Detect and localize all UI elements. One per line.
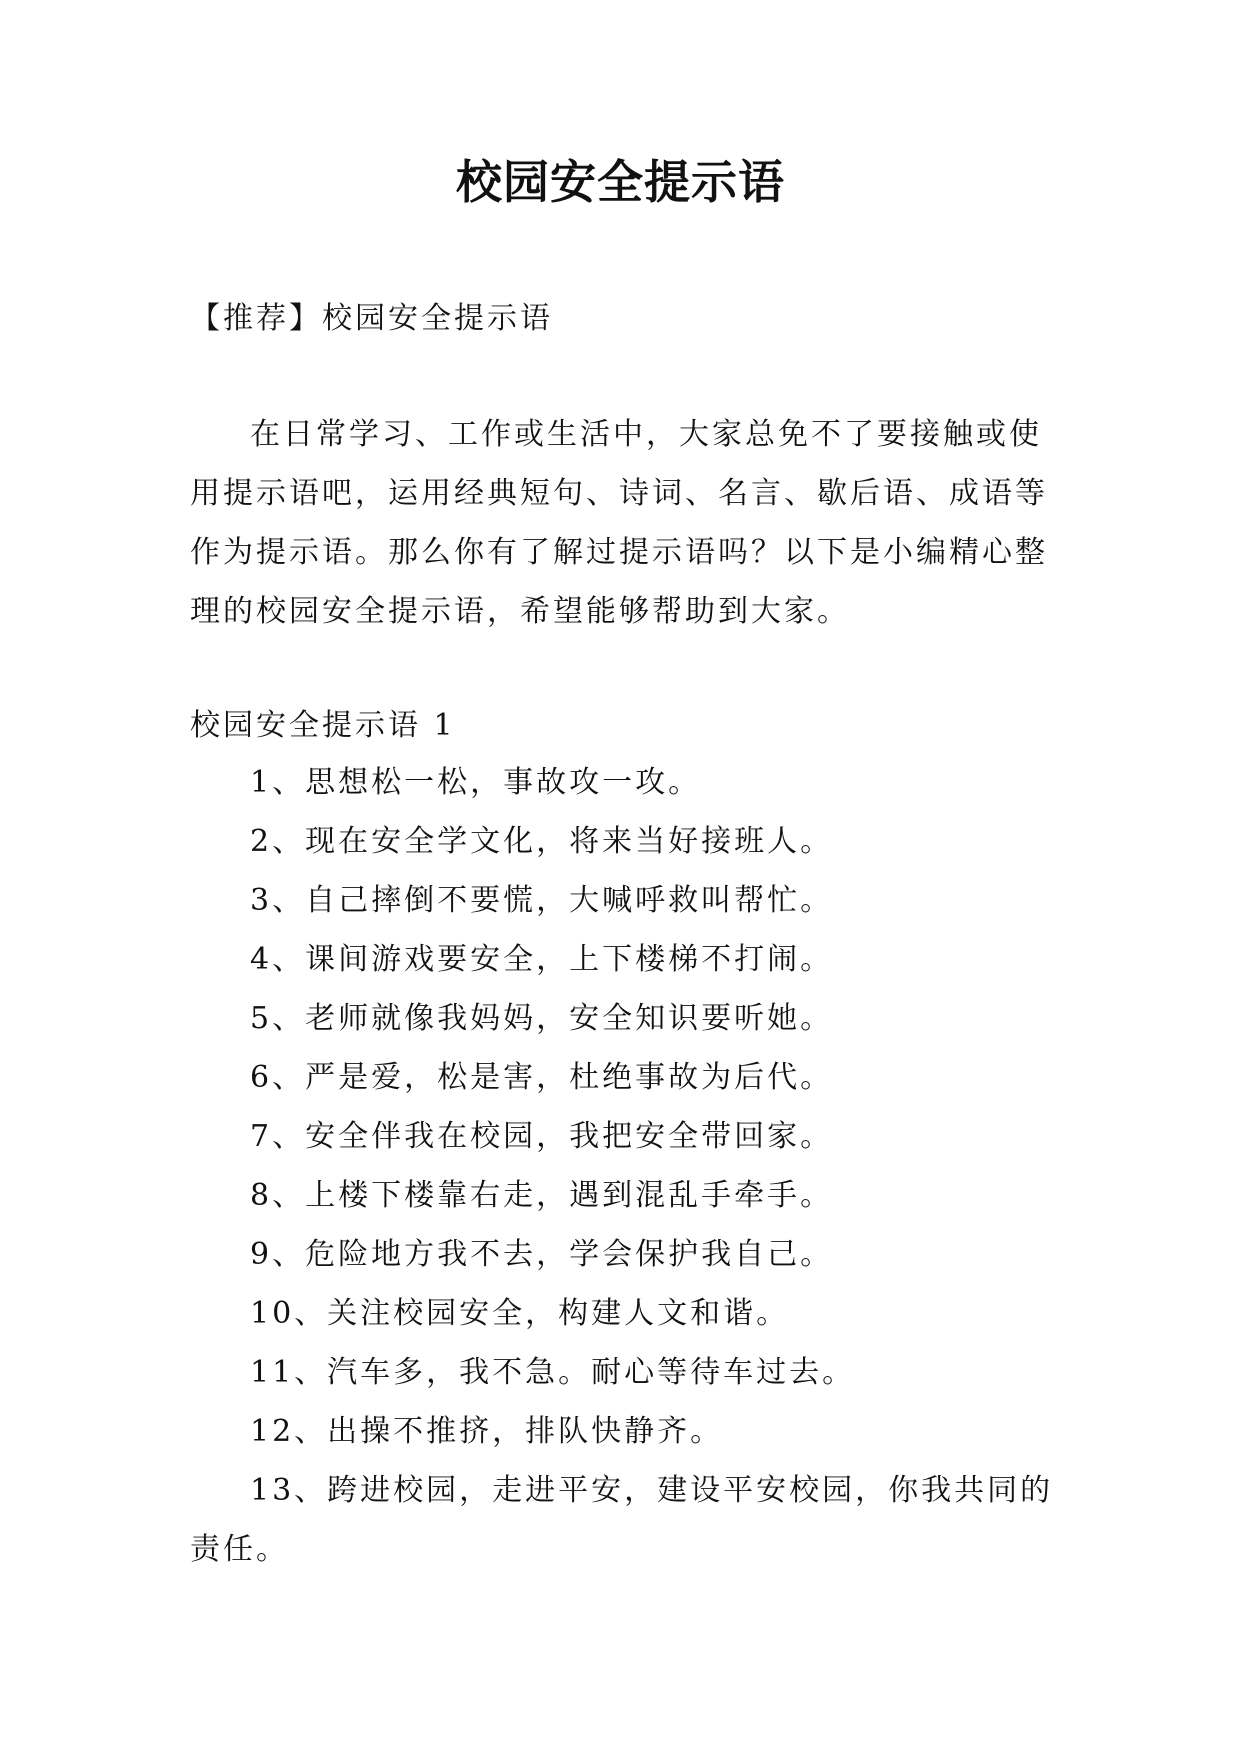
list-item: 12、出操不推挤，排队快静齐。	[250, 1414, 724, 1449]
list-item: 3、自己摔倒不要慌，大喊呼救叫帮忙。	[250, 883, 834, 918]
list-item: 7、安全伴我在校园，我把安全带回家。	[250, 1119, 834, 1154]
list-item: 8、上楼下楼靠右走，遇到混乱手牵手。	[250, 1178, 834, 1213]
document-title: 校园安全提示语	[456, 155, 785, 209]
intro-paragraph: 在日常学习、工作或生活中，大家总免不了要接触或使用提示语吧，运用经典短句、诗词、名言、歇后语、成语等作为提示语。那么你有了解过提示语吗？以下是小编精心整理的校园安全提示语，希望能够帮助到大家。	[190, 417, 1048, 629]
list-item: 2、现在安全学文化，将来当好接班人。	[250, 824, 834, 859]
list-item: 11、汽车多，我不急。耐心等待车过去。	[250, 1355, 856, 1390]
section-heading: 校园安全提示语 1	[190, 708, 456, 743]
recommend-line: 【推荐】校园安全提示语	[190, 301, 553, 336]
list-item: 9、危险地方我不去，学会保护我自己。	[250, 1237, 834, 1272]
list-item: 4、课间游戏要安全，上下楼梯不打闹。	[250, 942, 834, 977]
list-item: 5、老师就像我妈妈，安全知识要听她。	[250, 1001, 834, 1036]
tips-list	[190, 753, 1060, 1579]
list-item: 13、跨进校园，走进平安，建设平安校园，你我共同的责任。	[190, 1473, 1054, 1567]
list-item: 10、关注校园安全，构建人文和谐。	[250, 1296, 790, 1331]
list-item: 1、思想松一松，事故攻一攻。	[250, 765, 702, 800]
list-item: 6、严是爱，松是害，杜绝事故为后代。	[250, 1060, 834, 1095]
